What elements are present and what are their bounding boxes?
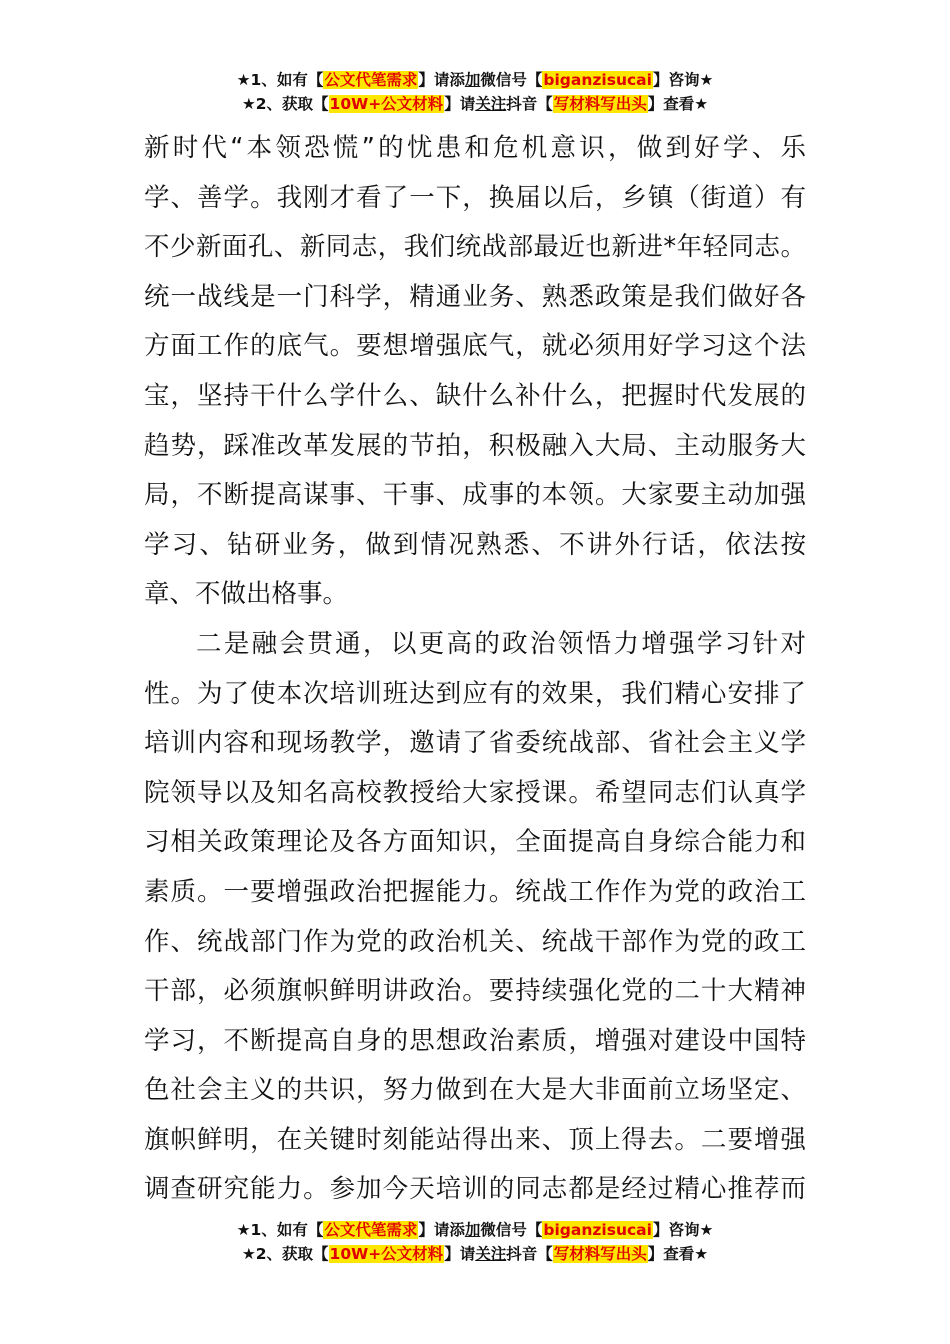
body-line: 培训内容和现场教学，邀请了省委统战部、省社会主义学 [144,728,806,759]
highlight-service: 公文代笔需求 [324,71,418,89]
banner-line-2: ★2、获取【10W+公文材料】请关注抖音【写材料写出头】查看★ [241,1245,709,1263]
highlight-wechat-id: biganzisucai [543,71,652,89]
paragraph-start-line: 二是融会贯通，以更高的政治领悟力增强学习针对 [196,628,806,659]
body-line: 干部，必须旗帜鲜明讲政治。要持续强化党的二十大精神 [144,976,806,1007]
banner-line-1: ★1、如有【公文代笔需求】请添加微信号【biganzisucai】咨询★ [236,1221,714,1239]
body-line: 作、统战部门作为党的政治机关、统战干部作为党的政工 [144,926,806,957]
body-line: 学习、钻研业务，做到情况熟悉、不讲外行话，依法按 [144,529,806,560]
highlight-materials: 10W+公文材料 [329,1245,444,1263]
highlight-douyin: 写材料写出头 [553,1245,647,1263]
body-line: 习相关政策理论及各方面知识，全面提高自身综合能力和 [144,827,806,858]
body-line: 趋势，踩准改革发展的节拍，积极融入大局、主动服务大 [144,430,806,461]
footer-banner [0,1218,950,1266]
body-line: 素质。一要增强政治把握能力。统战工作作为党的政治工 [144,876,806,907]
banner-line-2: ★2、获取【10W+公文材料】请关注抖音【写材料写出头】查看★ [241,95,709,113]
body-line: 方面工作的底气。要想增强底气，就必须用好学习这个法 [144,331,806,362]
body-line: 学习，不断提高自身的思想政治素质，增强对建设中国特 [144,1025,806,1056]
body-line: 色社会主义的共识，努力做到在大是大非面前立场坚定、 [144,1075,806,1106]
body-line: 不少新面孔、新同志，我们统战部最近也新进*年轻同志。 [144,232,806,263]
document-body [144,124,806,1215]
header-banner [0,68,950,116]
body-line: 院领导以及知名高校教授给大家授课。希望同志们认真学 [144,777,806,808]
body-line: 宝，坚持干什么学什么、缺什么补什么，把握时代发展的 [144,380,806,411]
body-line: 新时代“本领恐慌”的忧患和危机意识，做到好学、乐 [144,133,806,163]
highlight-douyin: 写材料写出头 [553,95,647,113]
body-line: 学、善学。我刚才看了一下，换届以后，乡镇（街道）有 [144,182,806,213]
banner-line-1: ★1、如有【公文代笔需求】请添加微信号【biganzisucai】咨询★ [236,71,714,89]
highlight-materials: 10W+公文材料 [329,95,444,113]
body-line: 旗帜鲜明，在关键时刻能站得出来、顶上得去。二要增强 [144,1124,806,1155]
highlight-service: 公文代笔需求 [324,1221,418,1239]
body-line: 统一战线是一门科学，精通业务、熟悉政策是我们做好各 [144,281,806,312]
body-line: 调查研究能力。参加今天培训的同志都是经过精心推荐而 [144,1174,806,1205]
body-line: 性。为了使本次培训班达到应有的效果，我们精心安排了 [144,678,806,709]
body-line: 局，不断提高谋事、干事、成事的本领。大家要主动加强 [144,480,806,511]
highlight-wechat-id: biganzisucai [543,1221,652,1239]
body-line: 章、不做出格事。 [144,579,349,610]
